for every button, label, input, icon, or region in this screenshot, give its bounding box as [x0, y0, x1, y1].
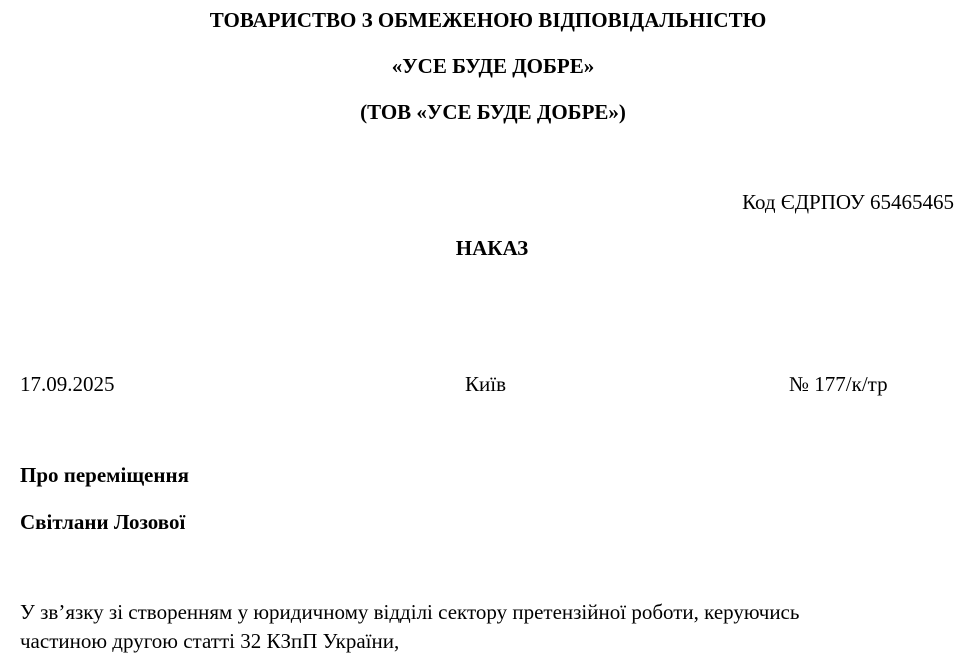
organization-full-name: ТОВАРИСТВО З ОБМЕЖЕНОЮ ВІДПОВІДАЛЬНІСТЮ [209, 8, 767, 32]
order-city: Київ [465, 372, 506, 396]
registry-code: Код ЄДРПОУ 65465465 [742, 190, 954, 214]
order-date: 17.09.2025 [20, 372, 115, 396]
order-number: № 177/к/тр [789, 372, 888, 396]
organization-short-name: (ТОВ «УСЕ БУДЕ ДОБРЕ») [360, 100, 626, 124]
body-text-line-1: У зв’язку зі створенням у юридичному відділі сектору претензійної роботи, керуючись [20, 600, 800, 624]
subject-line-1: Про переміщення [20, 463, 189, 487]
subject-line-2: Світлани Лозової [20, 510, 186, 534]
document-title: НАКАЗ [455, 236, 529, 260]
body-text-line-2: частиною другою статті 32 КЗпП України, [20, 629, 400, 653]
organization-quoted-name: «УСЕ БУДЕ ДОБРЕ» [391, 54, 595, 78]
